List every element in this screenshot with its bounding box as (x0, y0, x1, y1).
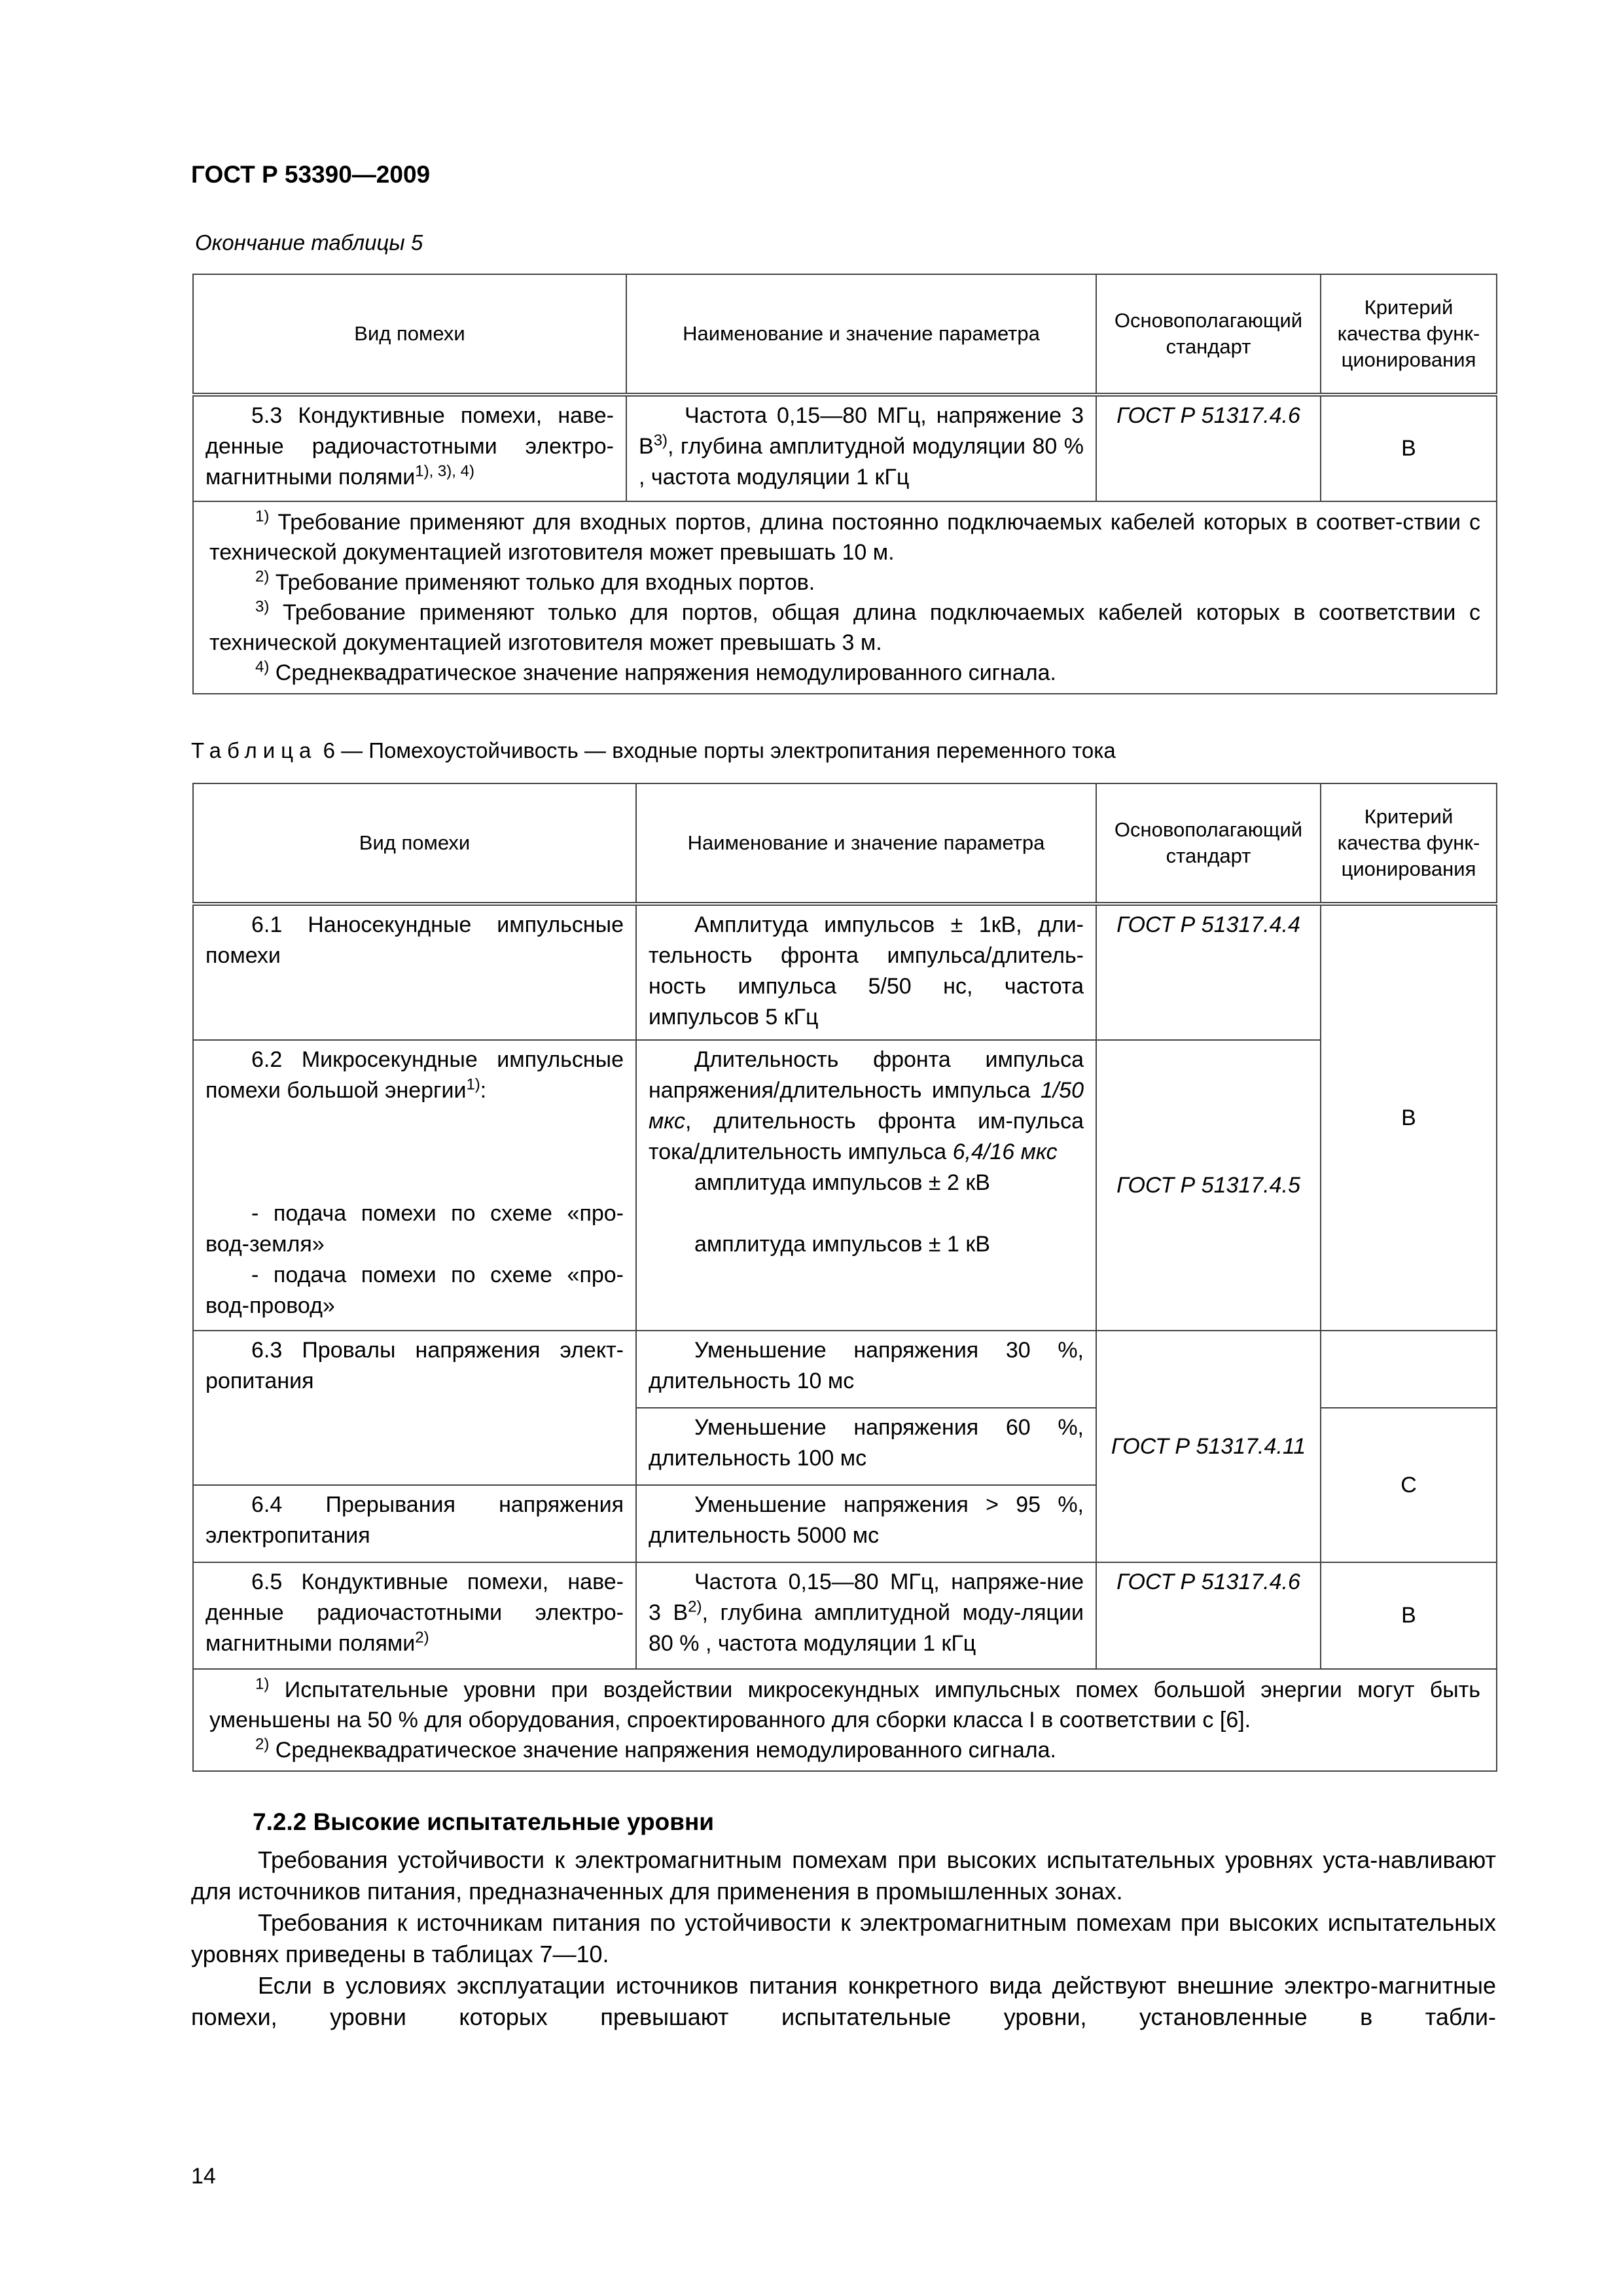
table5-row-type: 5.3 Кондуктивные помехи, наве-денные радиочастотными электро-магнитными полями$^{1), 3), 4)}$ (193, 395, 626, 501)
table5-col-standard: Основополагающий стандарт (1096, 274, 1321, 395)
table6-r1-standard: ГОСТ Р 51317.4.4 (1096, 904, 1321, 1040)
table5 (192, 274, 1497, 694)
page-number: 14 (191, 2164, 216, 2189)
document-title: ГОСТ Р 53390—2009 (191, 161, 431, 188)
table6-col-criterion: Критерий качества функ-ционирования (1321, 783, 1497, 904)
section-paragraph-2: Требования к источникам питания по устойчивости к электромагнитным помехам при высоких испытательных уровнях приведены в таблицах 7—10. (191, 1909, 1496, 1967)
table6-r2-amp2: амплитуда импульсов ± 1 кВ (694, 1232, 990, 1257)
table6-col-standard: Основополагающий стандарт (1096, 783, 1321, 904)
table5-col-criterion: Критерий качества функ-ционирования (1321, 274, 1497, 395)
table6-r3-type: 6.3 Провалы напряжения элект-ропитания (193, 1331, 636, 1485)
table5-note-2: $^{2)}$ Требование применяют только для входных портов. (255, 567, 815, 595)
table6-r2-param: Длительность фронта импульса напряжения/длительность импульса 1/50 мкс, длительность фронта им-пульса тока/длительность импульса 6,4/16 мкс амплитуда импульсов ± 2 кВ амплитуда импульсов ± 1 кВ (636, 1040, 1096, 1331)
table5-notes-row (193, 501, 1497, 694)
table5-header-row (193, 274, 1497, 395)
table6-r3-param2: Уменьшение напряжения 60 %, длительность 100 мс (636, 1408, 1096, 1485)
table6-r4-type: 6.4 Прерывания напряжения электропитания (193, 1485, 636, 1562)
table6-r4-param: Уменьшение напряжения > 95 %, длительность 5000 мс (636, 1485, 1096, 1562)
table5-col-type: Вид помехи (193, 274, 626, 395)
table6-col-type: Вид помехи (193, 783, 636, 904)
table6-r5-standard: ГОСТ Р 51317.4.6 (1096, 1562, 1321, 1669)
table6-r5-param: Частота 0,15—80 МГц, напряже-ние 3 $В^{2)}$, глубина амплитудной моду-ляции 80 % , частота модуляции 1 кГц (636, 1562, 1096, 1669)
table6-criterion-b: В (1321, 904, 1497, 1331)
table6-header-row (193, 783, 1497, 904)
section-paragraph-1: Требования устойчивости к электромагнитным помехам при высоких испытательных уровнях уста-навливают для источников питания, предназначенных для применения в промышленных зонах. (191, 1846, 1496, 1905)
table6-r3-criterion-empty (1321, 1331, 1497, 1408)
table6-notes (193, 1669, 1497, 1771)
table6-r2-type: 6.2 Микросекундные импульсные помехи большой энергии$^{1)}$: - подача помехи по схеме «про-вод-земля» - подача помехи по схеме «про-вод-провод» (193, 1040, 636, 1331)
table5-row-standard: ГОСТ Р 51317.4.6 (1096, 395, 1321, 501)
table6-r2-sub2: - подача помехи по схеме «про-вод-провод» (205, 1263, 624, 1318)
table6-r1-type: 6.1 Наносекундные импульсные помехи (193, 904, 636, 1040)
table6-r1-param: Амплитуда импульсов ± 1кВ, дли-тельность фронта импульса/длитель-ность импульса 5/50 нс, частота импульсов 5 кГц (636, 904, 1096, 1040)
table6-r3-param1: Уменьшение напряжения 30 %, длительность 10 мс (636, 1331, 1096, 1408)
table6-col-param: Наименование и значение параметра (636, 783, 1096, 904)
table6-note-2: $^{2)}$ Среднеквадратическое значение напряжения немодулированного сигнала. (255, 1735, 1056, 1763)
table-row (193, 395, 1497, 501)
table6-r2-amp1: амплитуда импульсов ± 2 кВ (694, 1170, 990, 1195)
table6-criterion-c: С (1321, 1408, 1497, 1562)
table-row (193, 1040, 1497, 1331)
table5-row-param: Частота 0,15—80 МГц, напряжение 3 $В^{3)}$, глубина амплитудной модуляции 80 % , частота модуляции 1 кГц (626, 395, 1096, 501)
table-row (193, 1562, 1497, 1669)
table-row (193, 1331, 1497, 1408)
table5-row-criterion: В (1321, 395, 1497, 501)
table5-note-1: $^{1)}$ Требование применяют для входных портов, длина постоянно подключаемых кабелей которых в соответ-ствии с технической документацией изготовителя может превышать 10 м. (209, 507, 1480, 565)
table6-r5-criterion: В (1321, 1562, 1497, 1669)
table6 (192, 783, 1497, 1772)
table6-r5-type: 6.5 Кондуктивные помехи, наве-денные радиочастотными электро-магнитными полями$^{2)}$ (193, 1562, 636, 1669)
table6-r2-sub1: - подача помехи по схеме «про-вод-земля» (205, 1201, 624, 1257)
table6-r2-standard: ГОСТ Р 51317.4.5 (1096, 1040, 1321, 1331)
table5-notes (193, 501, 1497, 694)
section-paragraph-3: Если в условиях эксплуатации источников питания конкретного вида действуют внешние электро-магнитные помехи, уровни которых превышают испытательные уровни, установленные в табли- (191, 1972, 1496, 2030)
section-heading: 7.2.2 Высокие испытательные уровни (253, 1808, 715, 1835)
table6-note-1: $^{1)}$ Испытательные уровни при воздействии микросекундных импульсных помех большой энергии могут быть уменьшены на 50 % для оборудования, спроектированного для сборки класса I в соответствии с [6]. (209, 1675, 1480, 1732)
table5-note-3: $^{3)}$ Требование применяют только для портов, общая длина подключаемых кабелей которых в соответствии с технической документацией изготовителя может превышать 3 м. (209, 598, 1481, 655)
table-row (193, 904, 1497, 1040)
table5-caption: Окончание таблицы 5 (195, 230, 423, 255)
table6-r3-standard: ГОСТ Р 51317.4.11 (1096, 1331, 1321, 1562)
table6-caption: Таблица 6 — Помехоустойчивость — входные порты электропитания переменного тока (191, 738, 1116, 762)
table5-col-param: Наименование и значение параметра (626, 274, 1096, 395)
table6-notes-row (193, 1669, 1497, 1771)
table5-note-4: $^{4)}$ Среднеквадратическое значение напряжения немодулированного сигнала. (255, 658, 1056, 685)
